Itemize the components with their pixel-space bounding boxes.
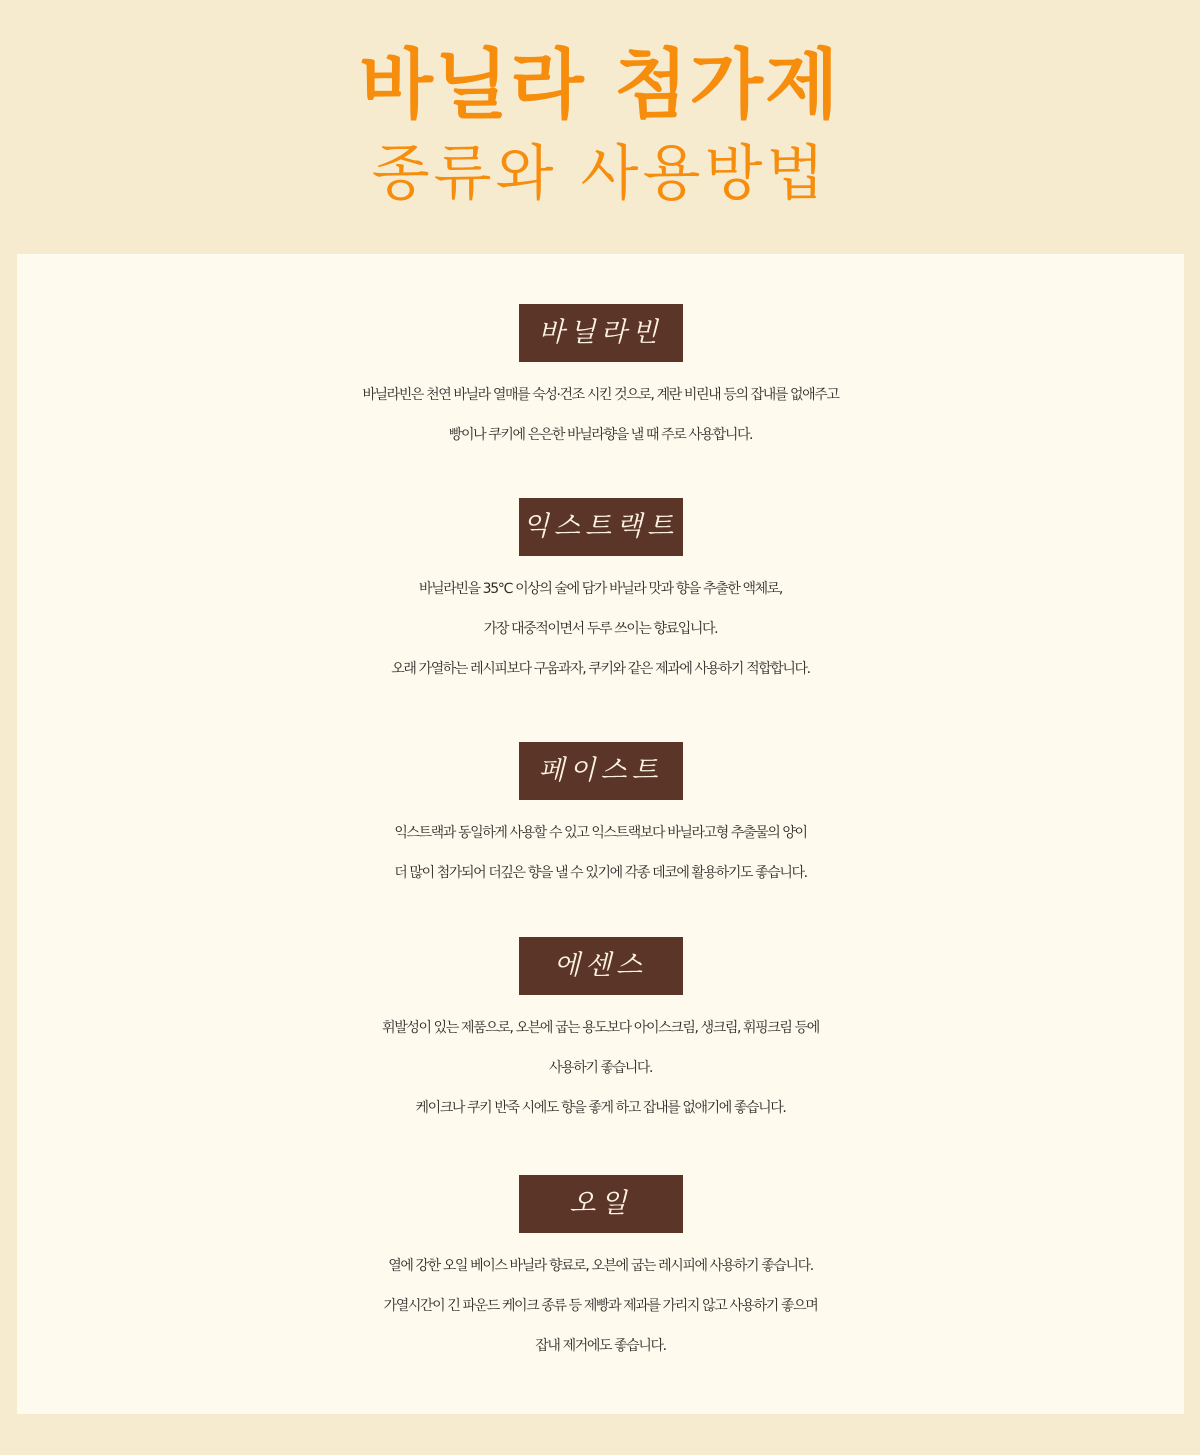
description-line: 휘발성이 있는 제품으로, 오븐에 굽는 용도보다 아이스크림, 생크림, 휘핑크림 등에 xyxy=(382,1020,819,1036)
description-line: 케이크나 쿠키 반죽 시에도 향을 좋게 하고 잡내를 없애기에 좋습니다. xyxy=(415,1100,786,1116)
description-line: 익스트랙과 동일하게 사용할 수 있고 익스트랙보다 바닐라고형 추출물의 양이 xyxy=(394,825,807,841)
section-label: 에센스 xyxy=(519,937,683,995)
description-line: 더 많이 첨가되어 더깊은 향을 낼 수 있기에 각종 데코에 활용하기도 좋습니다. xyxy=(394,865,807,881)
section-description xyxy=(17,569,1184,689)
section-label: 오일 xyxy=(519,1175,683,1233)
description-line: 가장 대중적이면서 두루 쓰이는 향료입니다. xyxy=(483,621,718,637)
description-line: 바닐라빈은 천연 바닐라 열매를 숙성·건조 시킨 것으로, 계란 비린내 등의 잡내를 없애주고 xyxy=(362,387,839,403)
section-description xyxy=(17,1008,1184,1128)
content-panel xyxy=(17,254,1184,1414)
page-title: 바닐라 첨가제 xyxy=(359,40,841,129)
section-label: 페이스트 xyxy=(519,742,683,800)
section-oil xyxy=(17,1175,1184,1366)
section-description xyxy=(17,375,1184,455)
description-line: 잡내 제거에도 좋습니다. xyxy=(535,1338,666,1354)
section-description xyxy=(17,813,1184,893)
description-line: 바닐라빈을 35℃ 이상의 술에 담가 바닐라 맛과 향을 추출한 액체로, xyxy=(419,581,782,597)
section-vanilla-bean xyxy=(17,304,1184,455)
section-extract xyxy=(17,498,1184,689)
description-line: 오래 가열하는 레시피보다 구움과자, 쿠키와 같은 제과에 사용하기 적합합니다. xyxy=(391,661,810,677)
section-label: 바닐라빈 xyxy=(519,304,683,362)
description-line: 가열시간이 긴 파운드 케이크 종류 등 제빵과 제과를 가리지 않고 사용하기 좋으며 xyxy=(383,1298,818,1314)
section-description xyxy=(17,1246,1184,1366)
section-paste xyxy=(17,742,1184,893)
page-subtitle: 종류와 사용방법 xyxy=(371,139,829,209)
section-label: 익스트랙트 xyxy=(519,498,683,556)
header xyxy=(0,0,1200,254)
description-line: 사용하기 좋습니다. xyxy=(548,1060,653,1076)
section-essence xyxy=(17,937,1184,1128)
description-line: 빵이나 쿠키에 은은한 바닐라향을 낼 때 주로 사용합니다. xyxy=(448,427,753,443)
description-line: 열에 강한 오일 베이스 바닐라 향료로, 오븐에 굽는 레시피에 사용하기 좋습니다. xyxy=(388,1258,813,1274)
